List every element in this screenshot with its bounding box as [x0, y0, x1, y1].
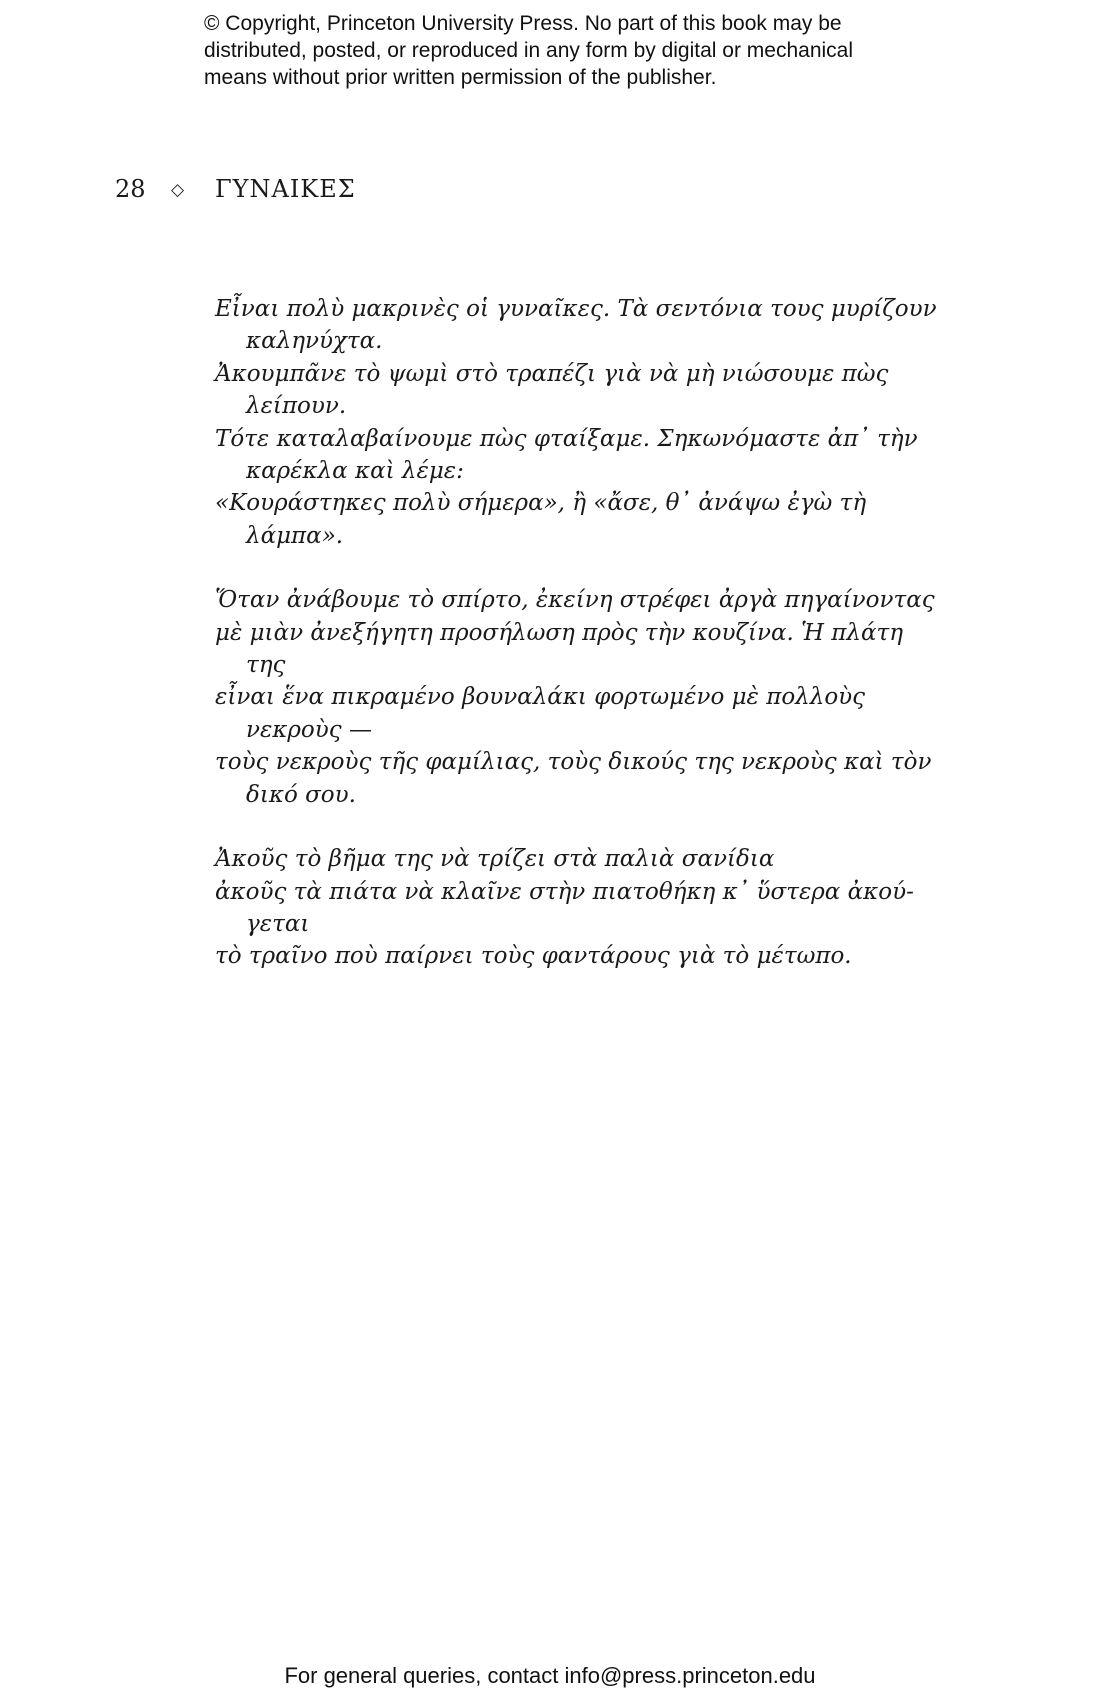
poem-line-continuation: της	[246, 652, 286, 679]
poem-line: Εἶναι πολὺ μακρινὲς οἱ γυναῖκες. Τὰ σεντόνια τους μυρίζουν	[215, 296, 937, 322]
poem-body	[215, 293, 975, 973]
page-number: 28	[115, 175, 146, 203]
poem-line: Ἀκουμπᾶνε τὸ ψωμὶ στὸ τραπέζι γιὰ νὰ μὴ νιώσουμε πὼς	[215, 360, 889, 387]
copyright-line: distributed, posted, or reproduced in any form by digital or mechanical	[204, 39, 854, 62]
poem-line-continuation: νεκροὺς —	[246, 716, 372, 743]
copyright-line: means without prior written permission of the publisher.	[204, 66, 717, 89]
footer-contact: For general queries, contact info@press.princeton.edu	[284, 1663, 816, 1688]
poem-line-continuation: δικό σου.	[246, 781, 356, 808]
diamond-ornament-icon: ◇	[171, 180, 185, 200]
running-head	[115, 174, 356, 205]
poem-line: μὲ μιὰν ἀνεξήγητη προσήλωση πρὸς τὴν κουζίνα. Ἡ πλάτη	[215, 619, 903, 646]
poem-line: «Κουράστηκες πολὺ σήμερα», ἢ «ἄσε, θ᾽ ἀνάψω ἐγὼ τὴ	[215, 490, 867, 517]
stanza-3	[215, 843, 975, 973]
poem-line-continuation: καληνύχτα.	[246, 328, 383, 355]
poem-line: εἶναι ἕνα πικραμένο βουναλάκι φορτωμένο μὲ πολλοὺς	[215, 684, 866, 711]
poem-line-continuation: λάμπα».	[246, 522, 344, 549]
poem-line-continuation: καρέκλα καὶ λέμε:	[246, 458, 464, 485]
running-head-title: ΓΥΝΑΙΚΕΣ	[215, 175, 356, 203]
copyright-notice	[204, 10, 964, 91]
poem-line: Τότε καταλαβαίνουμε πὼς φταίξαμε. Σηκωνόμαστε ἀπ᾽ τὴν	[215, 425, 918, 452]
copyright-line: © Copyright, Princeton University Press. No part of this book may be	[204, 12, 842, 35]
poem-line-continuation: λείπουν.	[246, 393, 347, 420]
poem-line: τοὺς νεκροὺς τῆς φαμίλιας, τοὺς δικούς της νεκροὺς καὶ τὸν	[215, 749, 932, 776]
stanza-2	[215, 584, 975, 811]
poem-line-continuation: γεται	[246, 910, 310, 937]
poem-line: Ἀκοῦς τὸ βῆμα της νὰ τρίζει στὰ παλιὰ σανίδια	[215, 846, 775, 873]
stanza-1	[215, 293, 975, 552]
poem-line: ἀκοῦς τὰ πιάτα νὰ κλαῖνε στὴν πιατοθήκη κ᾽ ὕστερα ἀκού-	[215, 878, 914, 905]
poem-line: τὸ τραῖνο ποὺ παίρνει τοὺς φαντάρους γιὰ τὸ μέτωπο.	[215, 943, 852, 970]
poem-line: Ὅταν ἀνάβουμε τὸ σπίρτο, ἐκείνη στρέφει ἀργὰ πηγαίνοντας	[215, 587, 935, 614]
